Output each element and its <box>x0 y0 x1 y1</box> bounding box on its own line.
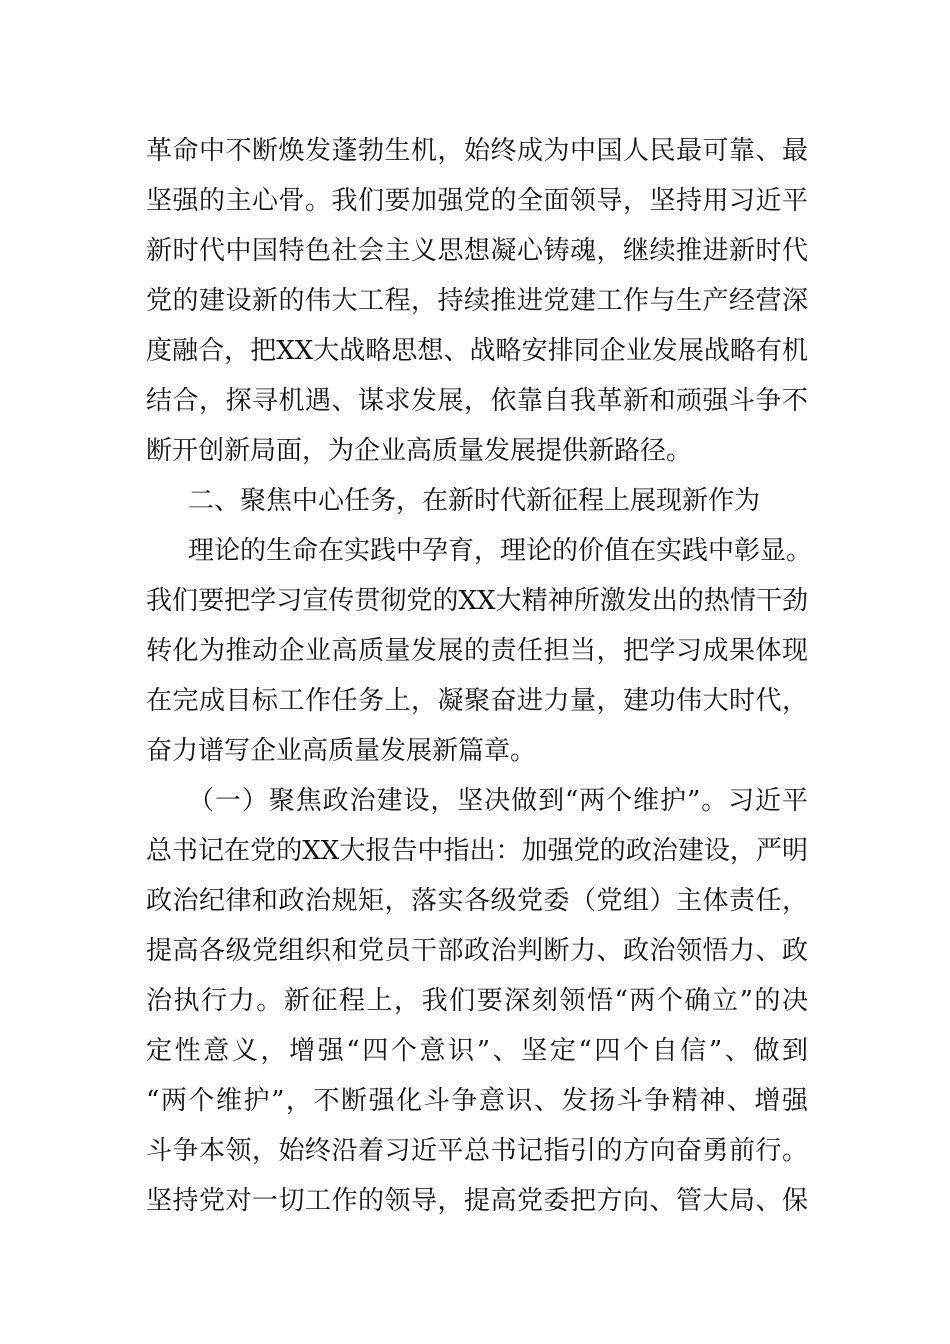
text-line: 断开创新局面，为企业高质量发展提供新路径。 <box>146 436 693 466</box>
text-line: 坚强的主心骨。我们要加强党的全面领导，坚持用习近平 <box>146 186 808 216</box>
text-line: 转化为推动企业高质量发展的责任担当，把学习成果体现 <box>146 636 808 666</box>
text-line: 总书记在党的XX大报告中指出：加强党的政治建设，严明 <box>146 836 808 866</box>
section-heading: 二、聚焦中心任务，在新时代新征程上展现新作为 <box>188 486 761 516</box>
text-line: 新时代中国特色社会主义思想凝心铸魂，继续推进新时代 <box>146 236 808 266</box>
subsection-line: （一）聚焦政治建设，坚决做到“两个维护”。习近平 <box>188 786 808 816</box>
text-line: 我们要把学习宣传贯彻党的XX大精神所激发出的热情干劲 <box>146 586 808 616</box>
text-line: 在完成目标工作任务上，凝聚奋进力量，建功伟大时代， <box>146 686 808 716</box>
text-line: 奋力谱写企业高质量发展新篇章。 <box>146 736 537 766</box>
text-line: 度融合，把XX大战略思想、战略安排同企业发展战略有机 <box>146 336 808 366</box>
text-line: 治执行力。新征程上，我们要深刻领悟“两个确立”的决 <box>146 986 808 1016</box>
text-line: 理论的生命在实践中孕育，理论的价值在实践中彰显。 <box>188 536 813 566</box>
text-line: 坚持党对一切工作的领导，提高党委把方向、管大局、保 <box>146 1186 808 1216</box>
text-line: 结合，探寻机遇、谋求发展，依靠自我革新和顽强斗争不 <box>146 386 808 416</box>
text-line: 革命中不断焕发蓬勃生机，始终成为中国人民最可靠、最 <box>146 136 808 166</box>
text-line: 提高各级党组织和党员干部政治判断力、政治领悟力、政 <box>146 936 808 966</box>
text-line: “两个维护”，不断强化斗争意识、发扬斗争精神、增强 <box>146 1086 808 1116</box>
text-line: 斗争本领，始终沿着习近平总书记指引的方向奋勇前行。 <box>146 1136 808 1166</box>
body-text <box>146 126 813 1226</box>
text-line: 党的建设新的伟大工程，持续推进党建工作与生产经营深 <box>146 286 808 316</box>
text-line: 政治纪律和政治规矩，落实各级党委（党组）主体责任， <box>146 886 808 916</box>
text-line: 定性意义，增强“四个意识”、坚定“四个自信”、做到 <box>146 1036 808 1066</box>
